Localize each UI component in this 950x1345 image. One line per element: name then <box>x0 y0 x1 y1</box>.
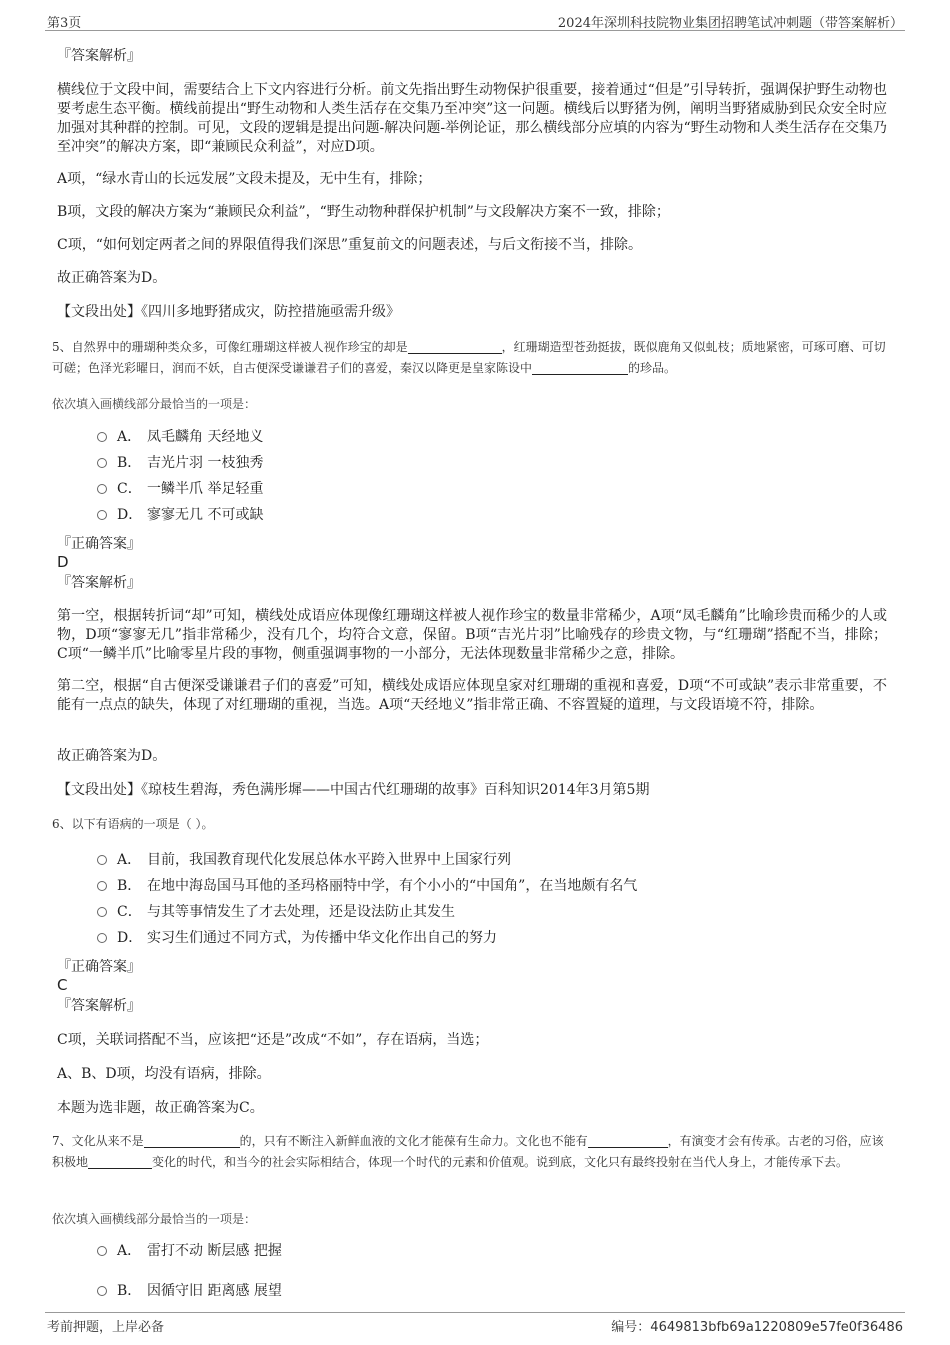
q7-option-a[interactable]: A． 雷打不动 断层感 把握 <box>97 1241 282 1261</box>
q6-analysis-p3: 本题为选非题，故正确答案为C。 <box>57 1100 264 1116</box>
radio-icon[interactable] <box>97 881 107 891</box>
analysis-label: 『答案解析』 <box>57 48 141 64</box>
blank-2 <box>588 1133 668 1148</box>
q6-analysis-p1: C项，关联词搭配不当，应该把“还是”改成“不如”，存在语病，当选； <box>57 1032 489 1048</box>
analysis-label: 『答案解析』 <box>57 998 141 1014</box>
page-number: 第3页 <box>47 16 82 31</box>
radio-icon[interactable] <box>97 907 107 917</box>
q4-analysis-p3: B项，文段的解决方案为“兼顾民众利益”，“野生动物种群保护机制”与文段解决方案不一致，排除； <box>57 204 670 220</box>
q5-ask: 依次填入画横线部分最恰当的一项是： <box>52 397 257 411</box>
q5-answer: D <box>57 553 69 571</box>
q6-stem: 6、以下有语病的一项是（ ）。 <box>52 817 214 831</box>
q5-option-c[interactable]: C． 一鳞半爪 举足轻重 <box>97 479 263 499</box>
analysis-label: 『答案解析』 <box>57 575 141 591</box>
blank-3 <box>88 1154 152 1169</box>
q6-option-d[interactable]: D． 实习生们通过不同方式，为传播中华文化作出自己的努力 <box>97 928 497 948</box>
radio-icon[interactable] <box>97 458 107 468</box>
blank-2 <box>532 360 628 375</box>
radio-icon[interactable] <box>97 933 107 943</box>
radio-icon[interactable] <box>97 484 107 494</box>
page-footer <box>45 1312 905 1333</box>
radio-icon[interactable] <box>97 432 107 442</box>
blank-1 <box>408 339 502 354</box>
q5-stem: 5、自然界中的珊瑚种类众多，可像红珊瑚这样被人视作珍宝的却是 ，红珊瑚造型苍劲挺拔，既似鹿角又似虬枝；质地紧密，可琢可磨、可切可磋；色泽光彩曜日，润而不妖，自古便深受谦谦君子们的喜爱，秦汉以降更是皇家陈设中 的珍品。 <box>52 340 886 375</box>
q4-analysis-p4: C项，“如何划定两者之间的界限值得我们深思”重复前文的问题表述，与后文衔接不当，排除。 <box>57 237 643 253</box>
q7-option-b[interactable]: B． 因循守旧 距离感 展望 <box>97 1281 282 1301</box>
q6-option-a[interactable]: A． 目前，我国教育现代化发展总体水平跨入世界中上国家行列 <box>97 850 511 870</box>
q5-option-a[interactable]: A． 凤毛麟角 天经地义 <box>97 427 263 447</box>
document-title: 2024年深圳科技院物业集团招聘笔试冲刺题（带答案解析） <box>557 16 903 31</box>
footer-slogan: 考前押题，上岸必备 <box>47 1320 165 1335</box>
q5-option-d[interactable]: D． 寥寥无几 不可或缺 <box>97 505 263 525</box>
q4-analysis-p5: 故正确答案为D。 <box>57 270 167 286</box>
q6-answer: C <box>57 976 68 994</box>
correct-answer-label: 『正确答案』 <box>57 959 141 975</box>
blank-1 <box>144 1133 240 1148</box>
q6-option-b[interactable]: B． 在地中海岛国马耳他的圣玛格丽特中学，有个小小的“中国角”，在当地颇有名气 <box>97 876 637 896</box>
q6-analysis-p2: A、B、D项，均没有语病，排除。 <box>57 1066 271 1082</box>
q6-option-c[interactable]: C． 与其等事情发生了才去处理，还是设法防止其发生 <box>97 902 455 922</box>
radio-icon[interactable] <box>97 855 107 865</box>
q4-analysis-p1: 横线位于文段中间，需要结合上下文内容进行分析。前文先指出野生动物保护很重要，接着通过“但是”引导转折，强调保护野生动物也要考虑生态平衡。横线前提出“野生动物和人类生活存在交集乃至冲突”这一问题。横线后以野猪为例，阐明当野猪威胁到民众安全时应加强对其种群的控制。可见，文段的逻辑是提出问题-解决问题-举例论证，那么横线部分应填的内容为“野生动物和人类生活存在交集乃至冲突”的解决方案，即“兼顾民众利益”，对应D项。 <box>57 82 887 155</box>
q5-analysis-p1: 第一空，根据转折词“却”可知，横线处成语应体现像红珊瑚这样被人视作珍宝的数量非常稀少，A项“凤毛麟角”比喻珍贵而稀少的人或物，D项“寥寥无几”指非常稀少，没有几个，均符合文意，保留。B项“吉光片羽”比喻残存的珍贵文物，与“红珊瑚”搭配不当，排除；C项“一鳞半爪”比喻零星片段的事物，侧重强调事物的一小部分，无法体现数量非常稀少之意，排除。 <box>57 608 887 662</box>
q7-ask: 依次填入画横线部分最恰当的一项是： <box>52 1212 257 1226</box>
q4-source: 【文段出处】《四川多地野猪成灾，防控措施亟需升级》 <box>57 304 400 320</box>
q5-option-b[interactable]: B． 吉光片羽 一枝独秀 <box>97 453 263 473</box>
q5-analysis-p2: 第二空，根据“自古便深受谦谦君子们的喜爱”可知，横线处成语应体现皇家对红珊瑚的重视和喜爱，D项“不可或缺”表示非常重要，不能有一点点的缺失，体现了对红珊瑚的重视，当选。A项“天经地义”指非常正确、不容置疑的道理，与文段语境不符，排除。 <box>57 678 887 713</box>
q5-source: 【文段出处】《琼枝生碧海，秀色满彤墀——中国古代红珊瑚的故事》百科知识2014年3月第5期 <box>57 782 650 798</box>
radio-icon[interactable] <box>97 1286 107 1296</box>
q7-stem: 7、文化从来不是 的，只有不断注入新鲜血液的文化才能葆有生命力。文化也不能有 ，有演变才会有传承。古老的习俗，应该积极地 变化的时代，和当今的社会实际相结合，体现一个时代的元素和价值观。说到底，文化只有最终投射在当代人身上，才能传承下去。 <box>52 1134 884 1169</box>
radio-icon[interactable] <box>97 1246 107 1256</box>
q5-analysis-p3: 故正确答案为D。 <box>57 748 167 764</box>
q4-analysis-p2: A项，“绿水青山的长远发展”文段未提及，无中生有，排除； <box>57 171 432 187</box>
correct-answer-label: 『正确答案』 <box>57 536 141 552</box>
page-header <box>45 8 905 31</box>
document-id: 编号：4649813bfb69a1220809e57fe0f36486 <box>611 1320 903 1335</box>
radio-icon[interactable] <box>97 510 107 520</box>
